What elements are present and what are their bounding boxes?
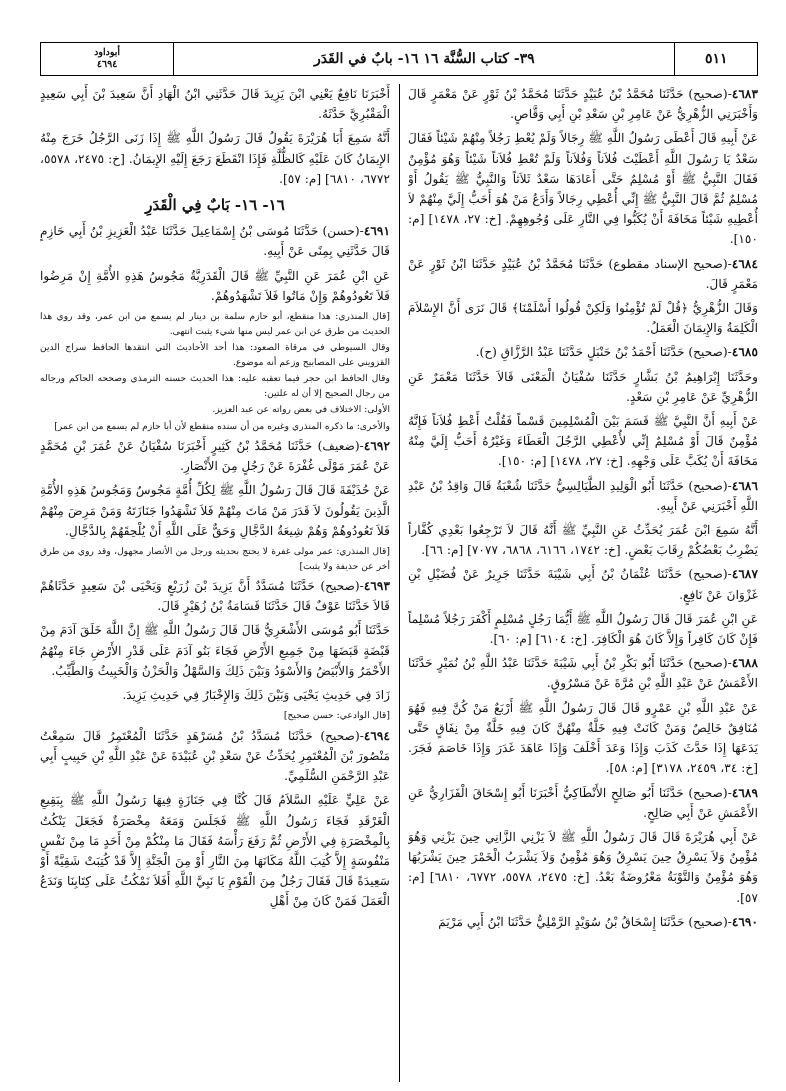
footnote-paragraph <box>40 310 390 339</box>
paragraph-text: والأخرى: ما ذكره المنذري وغيره من أن سنده منقطع لأن أبا حازم لم يسمع من ابن عمر] <box>54 420 390 432</box>
right-column <box>408 84 758 1082</box>
hadith-number: ٤٦٨٩ <box>731 785 758 800</box>
book-reference <box>41 43 173 75</box>
hadith-paragraph <box>408 128 758 249</box>
hadith-paragraph <box>408 827 758 908</box>
hadith-number: ٤٦٩١ <box>363 224 390 239</box>
paragraph-text: -(حسن) حَدَّثَنَا مُوسَى بْنُ إِسْمَاعِيلَ حَدَّثَنَا عَبْدُ الْعَزِيزِ بْنُ أَبِي حَازِمٍ قَالَ حَدَّثَنِي بِمِنًى عَنْ أَبِيهِ. <box>40 224 390 259</box>
hadith-paragraph <box>408 520 758 560</box>
paragraph-text: -(صحيح) حَدَّثَنَا عُثْمَانُ بْنُ أَبِي شَيْبَةَ حَدَّثَنَا جَرِيرٌ عَنْ فُضَيْلِ بْنِ غَزْوَانَ عَنْ نَافِعٍ. <box>408 567 758 602</box>
paragraph-text: الأولى: الاختلاف في بعض رواته عن عبد العزيز. <box>212 404 390 416</box>
hadith-paragraph <box>408 367 758 407</box>
hadith-number: ٤٦٩٣ <box>363 579 390 594</box>
hadith-paragraph <box>40 480 390 541</box>
hadith-paragraph <box>40 576 390 616</box>
page-number: ٥١١ <box>674 43 757 75</box>
hadith-paragraph <box>40 266 390 306</box>
footnote-paragraph <box>40 403 390 418</box>
hadith-number: ٤٦٩٤ <box>363 728 390 743</box>
hadith-paragraph <box>408 298 758 338</box>
paragraph-text: عَنْ عَلِيٍّ عَلَيْهِ السَّلاَمُ قَالَ كُنَّا فِي جَنَازَةٍ فِيهَا رَسُولُ اللَّهِ ﷺ بِبَقِيعِ الْغَرْقَدِ فَجَاءَ رَسُولُ اللَّهِ ﷺ فَجَلَسَ وَمَعَهُ مِخْصَرَةٌ فَجَعَلَ يَنْكُتُ بِالْمِخْصَرَةِ فِي الأَرْضِ ثُمَّ رَفَعَ رَأْسَهُ فَقَالَ مَا مِنْكُمْ مِنْ أَحَدٍ مَا مِنْ نَفْسٍ مَنْفُوسَةٍ إِلاَّ كُتِبَ اللَّهُ مَكَانَهَا مِنَ النَّارِ أَوْ مِنَ الْجَنَّةِ إِلاَّ قَدْ كُتِبَتْ شَقِيَّةً أَوْ سَعِيدَةً قَالَ فَقَالَ رَجُلٌ مِنَ الْقَوْمِ يَا نَبِيَّ اللَّهِ أَفَلاَ نَمْكُثُ عَلَى كِتَابِنَا وَنَدَعُ الْعَمَلَ فَمَنْ كَانَ مِنْ أَهْلِ <box>40 793 390 909</box>
paragraph-text: -(ضعيف) حَدَّثَنَا مُحَمَّدُ بْنُ كَثِيرٍ أَخْبَرَنَا سُفْيَانُ عَنْ عُمَرَ بْنِ مُحَمَّدٍ عَنْ عُمَرَ مَوْلَى غُفْرَةَ عَنْ رَجُلٍ مِنَ الأَنْصَارِ. <box>40 439 390 474</box>
paragraph-text: [قال الوادعي: حسن صحيح] <box>283 710 390 722</box>
paragraph-text: أَنَّهُ سَمِعَ ابْنَ عُمَرَ يُحَدِّثُ عَنِ النَّبِيِّ ﷺ أَنَّهُ قَالَ لاَ تَرْجِعُوا بَعْدِي كُفَّاراً يَضْرِبُ بَعْضُكُمْ رِقَابَ بَعْضٍ. [خ: ١٧٤٢، ٦١٦٦، ٦٨٦٨، ٧٠٧٧] [م: ٦٦]. <box>408 523 758 558</box>
hadith-number: ٤٦٨٥ <box>731 345 758 360</box>
paragraph-text: -(صحيح) حَدَّثَنَا مُسَدَّدٌ أَنَّ يَزِيدَ بْنَ زُرَيْعٍ وَيَحْيَى بْنَ سَعِيدٍ حَدَّثَاهُمْ قَالاَ حَدَّثَنَا عَوْفٌ قَالَ حَدَّثَنَا قَسَامَةُ بْنُ زُهَيْرٍ قَالَ. <box>40 579 390 614</box>
paragraph-text: أَنَّهُ سَمِعَ أَبَا هُرَيْرَةَ يَقُولُ قَالَ رَسُولُ اللَّهِ ﷺ إِذَا زَنَى الرَّجُلُ خَرَجَ مِنْهُ الإِيمَانُ كَانَ عَلَيْهِ كَالظُّلَّةِ فَإِذَا انْقَطَعَ رَجَعَ إِلَيْهِ الإِيمَانُ. [خ: ٢٤٧٥، ٥٥٧٨، ٦٧٧٢، ٦٨١٠] [م: ٥٧]. <box>40 131 390 186</box>
book-hadith-number: ٤٦٩٤ <box>96 59 118 70</box>
paragraph-text: -(صحيح) حَدَّثَنَا مُحَمَّدُ بْنُ عُبَيْدٍ حَدَّثَنَا مُحَمَّدُ بْنُ ثَوْرٍ عَنْ مَعْمَرٍ قَالَ وَأَخْبَرَنِي الزُّهْرِيُّ عَنْ عَامِرِ بْنِ سَعْدِ بْنِ أَبِي وَقَّاصٍ. <box>408 87 758 122</box>
footnote-paragraph <box>40 545 390 574</box>
hadith-paragraph <box>408 783 758 823</box>
paragraph-text: -(صحيح) حَدَّثَنَا أَبُو صَالِحٍ الأَنْطَاكِيُّ أَخْبَرَنَا أَبُو إِسْحَاقَ الْفَزَارِيُّ عَنِ الأَعْمَشِ عَنْ أَبِي صَالِحٍ. <box>408 785 758 820</box>
paragraph-text: -(صحيح) حَدَّثَنَا أَبُو بَكْرِ بْنُ أَبِي شَيْبَةَ حَدَّثَنَا عَبْدُ اللَّهِ بْنُ نُمَيْرٍ حَدَّثَنَا الأَعْمَشُ عَنْ عَبْدِ اللَّهِ بْنِ مُرَّةَ عَنْ مَسْرُوقٍ. <box>408 656 758 691</box>
hadith-paragraph <box>408 912 758 932</box>
paragraph-text: عَنْ أَبِي هُرَيْرَةَ قَالَ قَالَ رَسُولُ اللَّهِ ﷺ لاَ يَزْنِي الزَّانِي حِينَ يَزْنِي وَهُوَ مُؤْمِنٌ وَلاَ يَسْرِقُ حِينَ يَسْرِقُ وَهُوَ مُؤْمِنٌ وَلاَ يَشْرَبُ الْخَمْرَ حِينَ يَشْرَبُهَا وَهُوَ مُؤْمِنٌ وَالتَّوْبَةُ مَعْرُوضَةٌ بَعْدُ. [خ: ٢٤٧٥، ٥٥٧٨، ٦٧٧٢، ٦٨١٠] [م: ٥٧]. <box>408 829 758 905</box>
hadith-paragraph <box>408 609 758 649</box>
hadith-paragraph <box>408 254 758 294</box>
hadith-paragraph <box>408 476 758 516</box>
hadith-paragraph <box>408 411 758 472</box>
paragraph-text: [قال المنذري: هذا منقطع، أبو حازم سلمة بن دينار لم يسمع من ابن عمر، وقد روي هذا الحديث من طرق عن ابن عمر ليس منها شيء يثبت انتهى. <box>40 311 390 337</box>
hadith-paragraph <box>40 128 390 189</box>
left-column <box>40 84 390 1082</box>
hadith-paragraph <box>408 698 758 779</box>
paragraph-text: عَنْ حُذَيْفَةَ قَالَ قَالَ رَسُولُ اللَّهِ ﷺ لِكُلِّ أُمَّةٍ مَجُوسٌ وَمَجُوسُ هَذِهِ الأُمَّةِ الَّذِينَ يَقُولُونَ لاَ قَدَرَ مَنْ مَاتَ مِنْهُمْ فَلاَ تَشْهَدُوا جَنَازَتَهُ وَمَنْ مَرِضَ مِنْهُمْ فَلاَ تَعُودُوهُمْ وَهُمْ شِيعَةُ الدَّجَّالِ وَحَقٌّ عَلَى اللَّهِ أَنْ يُلْحِقَهُمْ بِالدَّجَّالِ. <box>40 483 390 538</box>
paragraph-text: وقال السيوطي في مرقاة الصعود: هذا أحد الأحاديث التي انتقدها الحافظ سراج الدين القزويني على المصابيح وزعم أنه موضوع. <box>40 342 390 368</box>
hadith-paragraph <box>408 342 758 362</box>
paragraph-text: عَنْ أَبِيهِ أَنَّ النَّبِيَّ ﷺ قَسَمَ بَيْنَ الْمُسْلِمِينَ قَسْماً فَقُلْتُ أَعْطِ فُلاَناً فَإِنَّهُ مُؤْمِنٌ قَالَ أَوْ مُسْلِمٌ إِنِّي لأُعْطِي الرَّجُلَ الْعَطَاءَ وَغَيْرُهُ أَحَبُّ إِلَيَّ مِنْهُ مَخَافَةَ أَنْ يُكَبَّ عَلَى وَجْهِهِ. [خ: ٢٧، ١٤٧٨] [م: ١٥٠]. <box>408 414 758 469</box>
column-divider <box>399 84 400 1082</box>
paragraph-text: وقال الحافظ ابن حجر فيما تعقبه عليه: هذا الحديث حسنه الترمذي وصححه الحاكم ورجاله من رجال الصحيح إلا أن له علتين: <box>40 373 390 399</box>
paragraph-text: وحَدَّثَنَا إِبْرَاهِيمُ بْنُ بَشَّارٍ حَدَّثَنَا سُفْيَانُ الْمَعْنَى قَالاَ حَدَّثَنَا مَعْمَرٌ عَنِ الزُّهْرِيِّ عَنْ عَامِرِ بْنِ سَعْدٍ. <box>408 369 758 404</box>
hadith-paragraph <box>40 620 390 681</box>
hadith-number: ٤٦٩٠ <box>731 914 758 929</box>
paragraph-text: -(صحيح) حَدَّثَنَا إِسْحَاقُ بْنُ سُوَيْدٍ الرَّمْلِيُّ حَدَّثَنَا ابْنُ أَبِي مَرْيَمَ <box>438 914 732 929</box>
hadith-paragraph <box>408 564 758 604</box>
hadith-number: ٤٦٨٦ <box>731 478 758 493</box>
hadith-number: ٤٦٩٢ <box>363 439 390 454</box>
hadith-paragraph <box>40 790 390 911</box>
paragraph-text: -(صحيح) حَدَّثَنَا أَحْمَدُ بْنُ حَنْبَلٍ حَدَّثَنَا عَبْدُ الرَّزَّاقِ (ح). <box>475 345 732 360</box>
hadith-number: ٤٦٨٧ <box>731 567 758 582</box>
chapter-heading: ١٦- ١٦- بَابٌ فِي الْقَدَرِ <box>145 196 285 215</box>
paragraph-text: عَنِ ابْنِ عُمَرَ عَنِ النَّبِيِّ ﷺ قَالَ الْقَدَرِيَّةُ مَجُوسُ هَذِهِ الأُمَّةِ إِنْ مَرِضُوا فَلاَ تَعُودُوهُمْ وَإِنْ مَاتُوا فَلاَ تَشْهَدُوهُمْ. <box>40 268 390 303</box>
footnote-paragraph <box>40 420 390 435</box>
footnote-paragraph <box>40 709 390 724</box>
hadith-number: ٤٦٨٤ <box>731 256 758 271</box>
paragraph-text: زَادَ فِي حَدِيثِ يَحْيَى وَبَيْنَ ذَلِكَ وَالإِخْبَارُ فِي حَدِيثِ يَزِيدَ. <box>122 688 390 703</box>
paragraph-text: عَنِ ابْنِ عُمَرَ قَالَ قَالَ رَسُولُ اللَّهِ ﷺ أَيُّمَا رَجُلٍ مُسْلِمٍ أَكْفَرَ رَجُلاً مُسْلِماً فَإِنْ كَانَ كَافِراً وَإِلاَّ كَانَ هُوَ الْكَافِرَ. [خ: ٦١٠٤] [م: ٦٠]. <box>408 611 758 647</box>
page <box>40 42 758 1082</box>
book-name: أبوداود <box>94 47 121 58</box>
hadith-paragraph <box>40 84 390 124</box>
paragraph-text: [قال المنذري: عمر مولى غفرة لا يحتج بحديثه ورجل من الأنصار مجهول، وقد روي من طرق أخر عن حذيفة ولا يثبت] <box>40 546 390 572</box>
paragraph-text: عَنْ أَبِيهِ قَالَ أَعْطَى رَسُولُ اللَّهِ ﷺ رِجَالاً وَلَمْ يُعْطِ رَجُلاً مِنْهُمْ شَيْئاً فَقَالَ سَعْدٌ يَا رَسُولَ اللَّهِ أَعْطَيْتَ فُلاَناً وَفُلاَناً وَلَمْ تُعْطِ فُلاَناً شَيْئاً وَهُوَ مُؤْمِنٌ فَقَالَ النَّبِيُّ ﷺ أَوْ مُسْلِمٌ حَتَّى أَعَادَهَا سَعْدٌ ثَلاَثاً وَالنَّبِيُّ ﷺ يَقُولُ أَوْ مُسْلِمٌ ثُمَّ قَالَ النَّبِيُّ ﷺ إِنِّي أُعْطِي رِجَالاً وَأَدَعُ مَنْ هُوَ أَحَبُّ إِلَيَّ مِنْهُمْ لاَ أُعْطِيهِ شَيْئاً مَخَافَةَ أَنْ يُكَبُّوا فِي النَّارِ عَلَى وُجُوهِهِمْ. [خ: ٢٧، ١٤٧٨] [م: ١٥٠]. <box>408 131 758 247</box>
paragraph-text: أَخْبَرَنَا نَافِعٌ يَعْنِي ابْنَ يَزِيدَ قَالَ حَدَّثَنِي ابْنُ الْهَادِ أَنَّ سَعِيدَ بْنَ أَبِي سَعِيدٍ الْمَقْبُرِيَّ حَدَّثَهُ. <box>40 87 390 122</box>
footnote-paragraph <box>40 372 390 401</box>
hadith-paragraph <box>40 221 390 261</box>
hadith-paragraph <box>40 726 390 787</box>
paragraph-text: وَقَالَ الزُّهْرِيُّ ﴿قُلْ لَمْ تُؤْمِنُوا وَلَكِنْ قُولُوا أَسْلَمْنَا﴾ قَالَ نَرَى أَنَّ الإِسْلاَمَ الْكَلِمَةُ وَالإِيمَانَ الْعَمَلُ. <box>408 301 758 336</box>
paragraph-text: -(صحيح) حَدَّثَنَا مُسَدَّدُ بْنُ مُسَرْهَدٍ حَدَّثَنَا الْمُعْتَمِرُ قَالَ سَمِعْتُ مَنْصُورَ بْنَ الْمُعْتَمِرِ يُحَدِّثُ عَنْ سَعْدِ بْنِ عُبَيْدَةَ عَنْ عَبْدِ اللَّهِ بْنِ حَبِيبٍ أَبِي عَبْدِ الرَّحْمَنِ السُّلَمِيِّ. <box>40 728 390 784</box>
paragraph-text: عَنْ عَبْدِ اللَّهِ بْنِ عَمْرٍو قَالَ قَالَ رَسُولُ اللَّهِ ﷺ أَرْبَعٌ مَنْ كُنَّ فِيهِ فَهُوَ مُنَافِقٌ خَالِصٌ وَمَنْ كَانَتْ فِيهِ خَلَّةٌ مِنْهُنَّ كَانَ فِيهِ خَلَّةٌ مِنْ نِفَاقٍ حَتَّى يَدَعَهَا إِذَا حَدَّثَ كَذَبَ وَإِذَا وَعَدَ أَخْلَفَ وَإِذَا عَاهَدَ غَدَرَ وَإِذَا خَاصَمَ فَجَرَ. [خ: ٣٤، ٢٤٥٩، ٣١٧٨] [م: ٥٨]. <box>408 700 758 776</box>
paragraph-text: حَدَّثَنَا أَبُو مُوسَى الأَشْعَرِيُّ قَالَ قَالَ رَسُولُ اللَّهِ ﷺ إِنَّ اللَّهَ خَلَقَ آدَمَ مِنْ قَبْضَةٍ قَبَضَهَا مِنْ جَمِيعِ الأَرْضِ فَجَاءَ بَنُو آدَمَ عَلَى قَدْرِ الأَرْضِ جَاءَ مِنْهُمُ الأَحْمَرُ وَالأَبْيَضُ وَالأَسْوَدُ وَبَيْنَ ذَلِكَ وَالسَّهْلُ وَالْحَزْنُ وَالْخَبِيثُ وَالطَّيِّبُ. <box>40 623 390 678</box>
footnote-paragraph <box>40 341 390 370</box>
hadith-paragraph <box>40 436 390 476</box>
hadith-number: ٤٦٨٨ <box>731 656 758 671</box>
hadith-paragraph <box>40 685 390 705</box>
hadith-paragraph <box>408 653 758 693</box>
paragraph-text: -(صحيح) حَدَّثَنَا أَبُو الْوَلِيدِ الطَّيَالِسِيُّ حَدَّثَنَا شُعْبَةُ قَالَ وَاقِدُ بْنُ عَبْدِ اللَّهِ أَخْبَرَنِي عَنْ أَبِيهِ. <box>408 478 758 513</box>
hadith-paragraph <box>408 84 758 124</box>
hadith-number: ٤٦٨٣ <box>731 87 758 101</box>
chapter-title: ٣٩- كتاب السُّنَّة ١٦ ١٦- بابٌ في القَدَر <box>173 43 674 75</box>
paragraph-text: -(صحيح الإسناد مقطوع) حَدَّثَنَا مُحَمَّدُ بْنُ عُبَيْدٍ حَدَّثَنَا ابْنُ ثَوْرٍ عَنْ مَعْمَرٍ قَالَ. <box>408 256 758 291</box>
running-header <box>40 42 758 76</box>
